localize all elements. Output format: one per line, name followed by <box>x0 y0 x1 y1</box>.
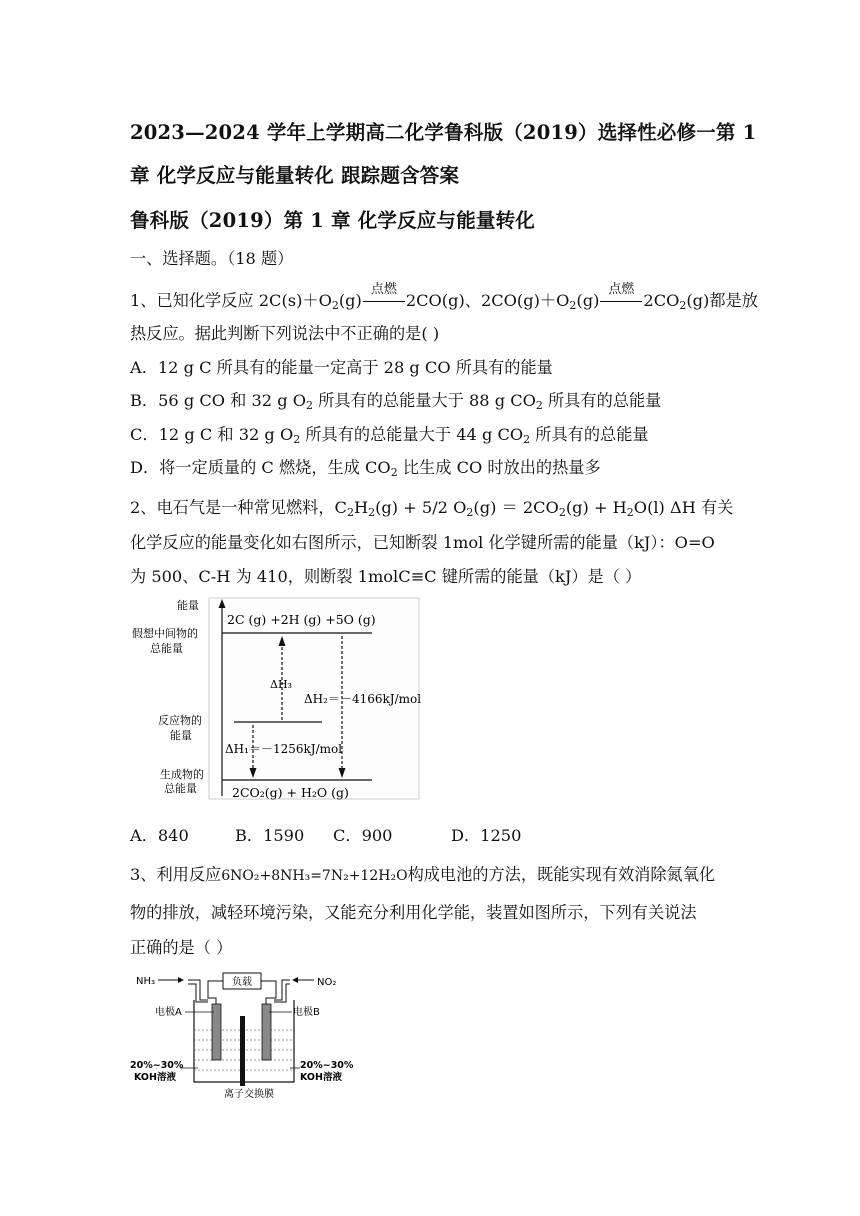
q1-option-d: D．将一定质量的 C 燃烧，生成 $CO_2$ 比生成 CO 时放出的热量多 <box>130 458 601 479</box>
doc-subtitle: 鲁科版（2019）第 1 章 化学反应与能量转化 <box>130 209 536 232</box>
electrode-b-label: 电极B <box>293 1007 320 1018</box>
dh1-label: ΔH₁＝－1256kJ/mol <box>225 742 343 756</box>
label-reactant-1: 反应物的 <box>158 714 202 727</box>
dh2-label: ΔH₂＝－4166kJ/mol <box>304 692 422 706</box>
q2-stem-line2: 化学反应的能量变化如右图所示，已知断裂 1mol 化学键所需的能量（kJ）：O=O <box>130 533 715 552</box>
reaction-arrow-condition: 点燃 <box>599 291 643 310</box>
fuel-cell-diagram <box>128 968 360 1100</box>
q2-option-c: C．900 <box>333 826 393 845</box>
y-axis-label: 能量 <box>177 599 199 612</box>
right-solution-label-1: 20%~30% <box>300 1060 354 1071</box>
section-heading: 一、选择题。（18 题） <box>130 249 294 268</box>
q2-option-a: A．840 <box>130 826 189 845</box>
label-intermediate-1: 假想中间物的 <box>132 627 198 640</box>
energy-level-diagram <box>130 596 422 802</box>
left-solution-label-1: 20%~30% <box>130 1060 184 1071</box>
q3-stem-line1: 3、利用反应6NO₂+8NH₃=7N₂+12H₂O构成电池的方法，既能实现有效消除氮氧化 <box>130 865 716 884</box>
label-reactant-2: 能量 <box>170 729 192 742</box>
electrode-b <box>262 1004 271 1060</box>
electrode-a-label: 电极A <box>155 1007 182 1018</box>
top-level-species: 2C (g) +2H (g) +5O (g) <box>227 612 376 627</box>
bottom-level-species: 2CO₂(g) + H₂O (g) <box>232 785 349 800</box>
q1-option-a: A．12 g C 所具有的能量一定高于 28 g CO 所具有的能量 <box>130 358 553 377</box>
nh3-arrow-icon <box>178 977 184 983</box>
q2-options <box>130 822 521 846</box>
left-solution-label-2: KOH溶液 <box>134 1072 176 1083</box>
doc-title-line1: 2023—2024 学年上学期高二化学鲁科版（2019）选择性必修一第 1 <box>130 121 757 144</box>
label-intermediate-2: 总能量 <box>150 642 183 655</box>
membrane-label: 离子交换膜 <box>224 1089 274 1100</box>
q2-option-d: D．1250 <box>451 826 522 845</box>
q1-stem-line1: 1、已知化学反应 $2C(s)+O_2(g)$ 点燃 2CO(g)、$2CO(g)+O_2(g)$ 点燃 $2CO_2(g)$都是放 <box>130 282 758 312</box>
nh3-label: NH₃ <box>136 976 156 987</box>
no2-arrow-icon <box>292 977 298 983</box>
reaction-arrow-condition: 点燃 <box>362 291 406 310</box>
q1-option-b: B．56 g CO 和 32 g $O_2$ 所具有的总能量大于 88 g $CO_2$ 所具有的总能量 <box>130 391 662 412</box>
q1-stem-line2: 热反应。据此判断下列说法中不正确的是( ) <box>130 324 440 343</box>
no2-label: NO₂ <box>317 977 337 988</box>
q3-stem-line3: 正确的是（ ） <box>130 938 233 957</box>
electrode-a <box>212 1004 221 1060</box>
dh3-label: ΔH₃ <box>270 678 292 691</box>
q1-option-c: C．12 g C 和 32 g $O_2$ 所具有的总能量大于 44 g $CO_2$ 所具有的总能量 <box>130 425 649 446</box>
label-product-2: 总能量 <box>164 782 197 795</box>
label-product-1: 生成物的 <box>160 768 204 781</box>
right-solution-label-2: KOH溶液 <box>300 1072 342 1083</box>
ion-exchange-membrane <box>240 1016 245 1086</box>
q2-option-b: B．1590 <box>235 826 305 845</box>
load-label: 负载 <box>232 977 252 988</box>
doc-title-line2: 章 化学反应与能量转化 跟踪题含答案 <box>130 164 460 187</box>
q2-stem-line1: 2、电石气是一种常见燃料，$C_2H_2(g) + 5/2$ $O_2(g) = 2CO_2(g) + H_2O(l)$ ΔH 有关 <box>130 498 734 519</box>
q3-stem-line2: 物的排放，减轻环境污染，又能充分利用化学能，装置如图所示，下列有关说法 <box>130 903 697 922</box>
q2-stem-line3: 为 500、C-H 为 410，则断裂 1molC≡C 键所需的能量（kJ）是（ ） <box>130 567 642 586</box>
